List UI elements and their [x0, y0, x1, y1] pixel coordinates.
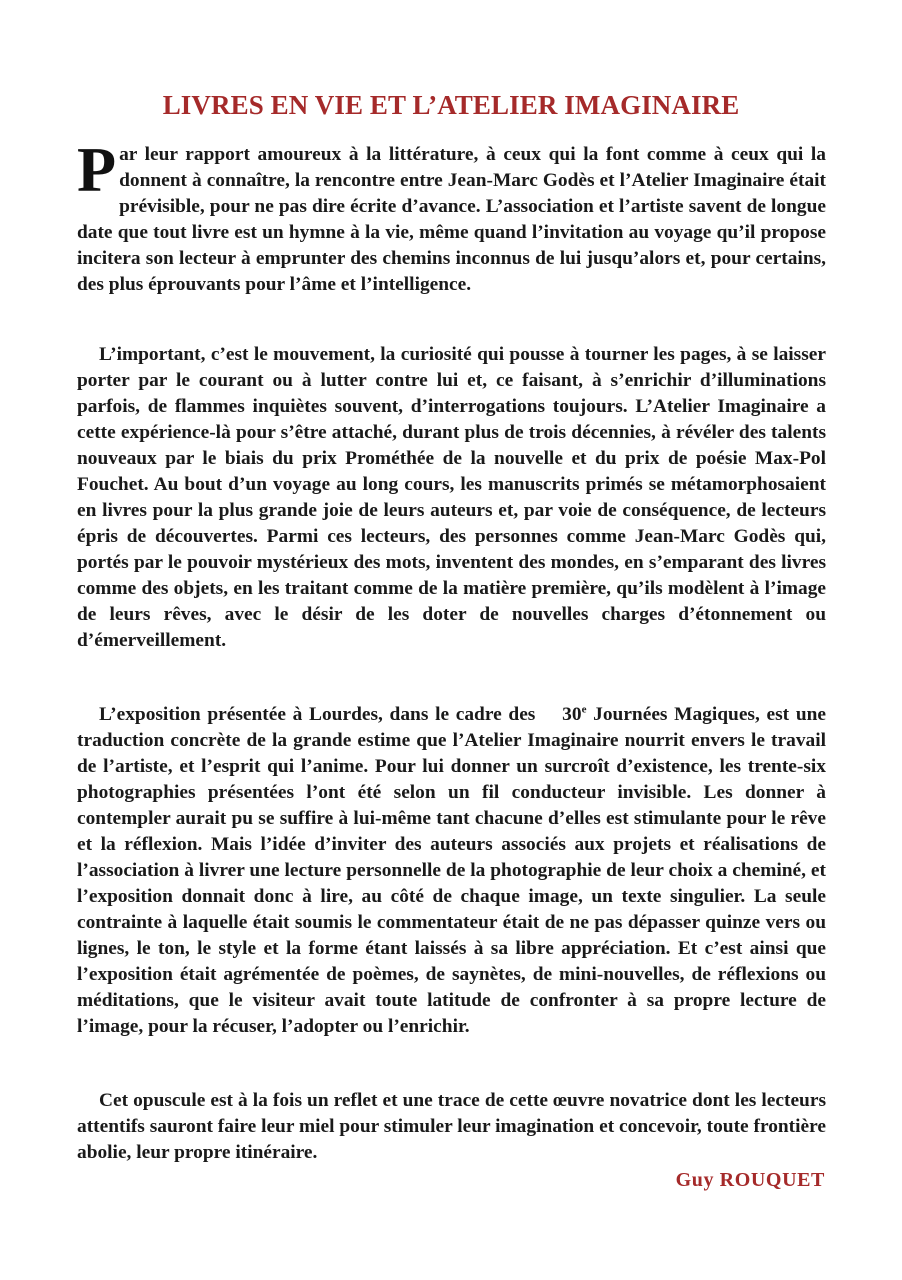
paragraph-intro: [77, 134, 826, 298]
document-title: LIVRES EN VIE ET L’ATELIER IMAGINAIRE: [162, 90, 740, 120]
author-signature: Guy ROUQUET: [675, 1169, 825, 1191]
paragraph-intro-text: ar leur rapport amoureux à la littérature, à ceux qui la font comme à ceux qui la donnent à connaître, la rencontre entre Jean-Marc Godès et l’Atelier Imaginaire était prévisible, pour ne pas dire écrite d’avance. L’association et l’artiste savent de longue date que tout livre est un hymne à la vie, même quand l’invitation au voyage qu’il propose incitera son lecteur à emprunter des chemins inconnus de lui jusqu’alors et, pour certains, des plus éprouvants pour l’âme et l’intelligence.: [77, 144, 826, 295]
edition-number: 30: [562, 704, 582, 725]
paragraph-conclusion: Cet opuscule est à la fois un reflet et une trace de cette œuvre novatrice dont les lecteurs attentifs sauront faire leur miel pour stimuler leur imagination et concevoir, toute frontière abolie, leur propre itinéraire.: [77, 1090, 826, 1163]
paragraph-exhibition-text-rest: Journées Magiques, est une traduction concrète de la grande estime que l’Atelier Imaginaire nourrit envers le travail de l’artiste, et l’esprit qui l’anime. Pour lui donner un surcroît d’existence, les trente-six photographies présentées l’ont été selon un fil conducteur invisible. Les donner à contempler aurait pu se suffire à lui-même tant chacune d’elles est stimulante pour le rêve et la réflexion. Mais l’idée d’inviter des auteurs associés aux projets et réalisations de l’association à livrer une lecture personnelle de la photographie de leur choix a cheminé, et l’exposition donnait donc à lire, au côté de chaque image, un texte singulier. La seule contrainte à laquelle était soumis le commentateur était de ne pas dépasser quinze vers ou lignes, le ton, le style et la forme étant laissés à sa libre appréciation. Et c’est ainsi que l’exposition était agrémentée de poèmes, de saynètes, de mini-nouvelles, de réflexions ou méditations, que le visiteur avait toute latitude de confronter à sa propre lecture de l’image, pour la récuser, l’adopter ou l’enrichir.: [77, 704, 827, 1037]
paragraph-movement: L’important, c’est le mouvement, la curiosité qui pousse à tourner les pages, à se laisser porter par le courant ou à lutter contre lui et, ce faisant, à s’enrichir d’illuminations parfois, de flammes inquiètes souvent, d’interrogations toujours. L’Atelier Imaginaire a cette expérience-là pour s’être attaché, durant plus de trois décennies, à révéler des talents nouveaux par le biais du prix Prométhée de la nouvelle et du prix de poésie Max-Pol Fouchet. Au bout d’un voyage au long cours, les manuscrits primés se métamorphosaient en livres pour la plus grande joie de leurs auteurs et, par voie de conséquence, de lecteurs épris de découvertes. Parmi ces lecteurs, des personnes comme Jean-Marc Godès qui, portés par le pouvoir mystérieux des mots, inventent des mondes, en s’emparant des livres comme des objets, en les traitant comme de la matière première, qu’ils modèlent à l’image de leurs rêves, avec le désir de les doter de nouvelles charges d’étonnement ou d’émerveillement.: [77, 344, 826, 651]
drop-cap-letter: P: [77, 134, 117, 205]
ordinal-suffix: e: [581, 703, 587, 716]
paragraph-exhibition-text-start: L’exposition présentée à Lourdes, dans le cadre des: [99, 704, 536, 725]
paragraph-exhibition: [77, 702, 826, 1040]
